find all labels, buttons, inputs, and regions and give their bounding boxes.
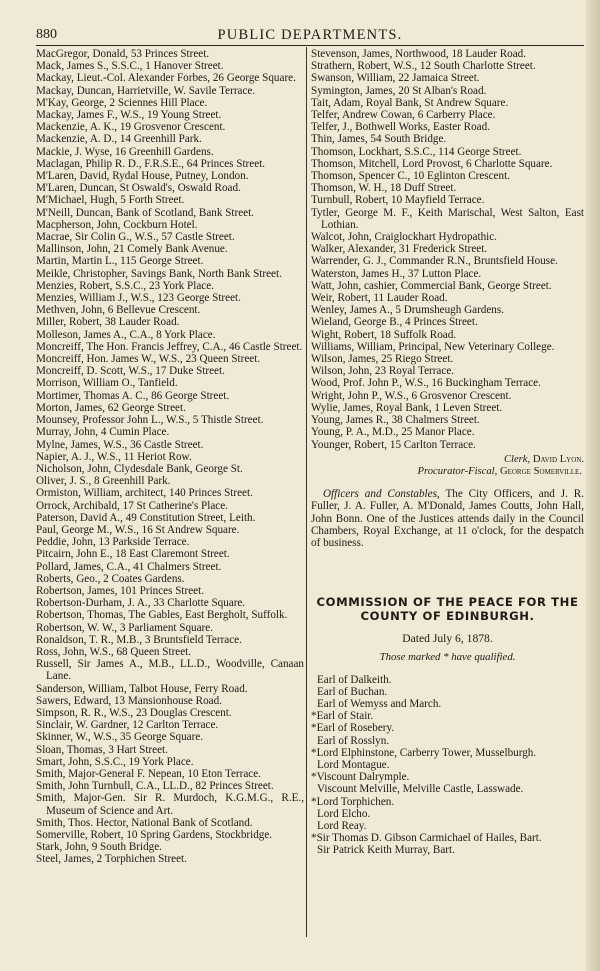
officers-heading: Officers and Constables,: [323, 488, 440, 501]
officers-paragraph: [311, 488, 584, 549]
running-title: PUBLIC DEPARTMENTS.: [217, 27, 403, 43]
commission-member: Earl of Dalkeith.: [317, 673, 392, 686]
directory-entry: Moncreiff, Hon. James W., W.S., 23 Queen Street.: [36, 353, 261, 366]
directory-entry: Wenley, James A., 5 Drumsheugh Gardens.: [311, 304, 504, 317]
directory-entry: Tait, Adam, Royal Bank, St Andrew Square.: [311, 96, 509, 109]
directory-entry: Robertson-Durham, J. A., 33 Charlotte Square.: [36, 597, 246, 610]
directory-entry: Waterston, James H., 37 Lutton Place.: [311, 267, 482, 280]
directory-entry: Walker, Alexander, 31 Frederick Street.: [311, 243, 488, 256]
directory-entry: Stevenson, James, Northwood, 18 Lauder Road.: [311, 48, 527, 60]
directory-entry: Moncreiff, The Hon. Francis Jeffrey, C.A., 46 Castle Street.: [36, 340, 303, 353]
fiscal-signature: [311, 466, 584, 478]
directory-entry: Thomson, Mitchell, Lord Provost, 6 Charlotte Square.: [311, 157, 553, 170]
directory-entry: Menzies, William J., W.S., 123 George Street.: [36, 292, 241, 305]
directory-entry: Younger, Robert, 15 Carlton Terrace.: [311, 438, 476, 451]
directory-entry: Mackay, James F., W.S., 19 Young Street.: [36, 109, 222, 122]
directory-entry: Roberts, Geo., 2 Coates Gardens.: [36, 572, 185, 585]
commission-member: Earl of Rosslyn.: [317, 734, 390, 747]
commission-member: Earl of Buchan.: [317, 685, 388, 698]
directory-entry: Napier, A. J., W.S., 11 Heriot Row.: [36, 450, 192, 463]
directory-entry: Smith, Major-Gen. Sir R. Murdoch, K.G.M.G., R.E., Museum of Science and Art.: [36, 792, 304, 817]
clerk-signature: [311, 454, 584, 466]
fiscal-role: Procurator-Fiscal,: [417, 465, 498, 477]
commission-member: Viscount Melville, Melville Castle, Lasswade.: [317, 783, 524, 796]
directory-entry: Wieland, George B., 4 Princes Street.: [311, 316, 478, 329]
commission-member: Lord Montague.: [317, 758, 390, 771]
directory-entry: Wight, Robert, 18 Suffolk Road.: [311, 328, 457, 341]
directory-entry: Williams, William, Principal, New Veterinary College.: [311, 340, 555, 353]
directory-entry: Swanson, William, 22 Jamaica Street.: [311, 72, 480, 85]
commission-title: [311, 596, 584, 623]
directory-entry: Robertson, Thomas, The Gables, East Bergholt, Suffolk.: [36, 609, 288, 622]
directory-entry: Maclagan, Philip R. D., F.R.S.E., 64 Princes Street.: [36, 157, 266, 170]
qualified-note: Those marked * have qualified.: [379, 651, 516, 664]
page-header: [36, 27, 584, 45]
directory-entry: Watt, John, cashier, Commercial Bank, George Street.: [311, 279, 552, 292]
directory-entry: Symington, James, 20 St Alban's Road.: [311, 84, 487, 97]
directory-entry: Russell, Sir James A., M.B., LL.D., Woodville, Canaan Lane.: [36, 658, 304, 683]
directory-entry: Orrock, Archibald, 17 St Catherine's Place.: [36, 499, 228, 512]
directory-entry: Telfer, J., Bothwell Works, Easter Road.: [311, 121, 490, 134]
directory-entry: Simpson, R. R., W.S., 23 Douglas Crescent.: [36, 706, 232, 719]
commission-member: *Lord Elphinstone, Carberry Tower, Musselburgh.: [311, 746, 537, 759]
commission-member: Earl of Wemyss and March.: [317, 697, 442, 710]
directory-entry: Wylie, James, Royal Bank, 1 Leven Street.: [311, 401, 503, 414]
directory-entry: Walcot, John, Craiglockhart Hydropathic.: [311, 231, 497, 244]
clerk-role: Clerk,: [503, 453, 531, 465]
commission-member: Lord Reay.: [317, 819, 367, 832]
directory-entry: Pollard, James, C.A., 41 Chalmers Street.: [36, 560, 222, 573]
directory-entry: Sawers, Edward, 13 Mansionhouse Road.: [36, 694, 222, 707]
directory-entry: Smith, John Turnbull, C.A., LL.D., 82 Princes Street.: [36, 780, 274, 793]
directory-entry: Wilson, John, 23 Royal Terrace.: [311, 365, 455, 378]
directory-entry: Young, James R., 38 Chalmers Street.: [311, 414, 480, 427]
directory-entry: Ormiston, William, architect, 140 Princes Street.: [36, 487, 253, 500]
column-divider: [306, 47, 307, 937]
commission-dated: Dated July 6, 1878.: [402, 632, 493, 646]
directory-entry: Murray, John, 4 Cumin Place.: [36, 426, 170, 439]
directory-entry: M'Michael, Hugh, 5 Forth Street.: [36, 194, 185, 207]
directory-entry: Smith, Major-General F. Nepean, 10 Eton Terrace.: [36, 767, 261, 780]
directory-entry: Sinclair, W. Gardner, 12 Carlton Terrace.: [36, 719, 219, 732]
directory-entry: Mallinson, John, 21 Comely Bank Avenue.: [36, 243, 228, 256]
directory-entry: Macrae, Sir Colin G., W.S., 57 Castle Street.: [36, 231, 235, 244]
directory-entry: M'Neill, Duncan, Bank of Scotland, Bank Street.: [36, 206, 254, 219]
commission-member: *Sir Thomas D. Gibson Carmichael of Hailes, Bart.: [311, 832, 542, 845]
directory-entry: Weir, Robert, 11 Lauder Road.: [311, 292, 448, 305]
directory-entry: Thin, James, 54 South Bridge.: [311, 133, 447, 146]
directory-entry: Smart, John, S.S.C., 19 York Place.: [36, 755, 194, 768]
directory-entry: Thomson, W. H., 18 Duff Street.: [311, 182, 457, 195]
directory-entry: Nicholson, John, Clydesdale Bank, George St.: [36, 462, 243, 475]
directory-entry: M'Laren, David, Rydal House, Putney, London.: [36, 170, 249, 183]
directory-entry: Smith, Thos. Hector, National Bank of Scotland.: [36, 816, 253, 829]
directory-entry: M'Laren, Duncan, St Oswald's, Oswald Road.: [36, 182, 241, 195]
directory-entry: Strathern, Robert, W.S., 12 South Charlotte Street.: [311, 60, 536, 73]
directory-entry: Sloan, Thomas, 3 Hart Street.: [36, 743, 168, 756]
directory-entry: Mackay, Duncan, Harrietville, W. Savile Terrace.: [36, 84, 256, 97]
directory-entry: Warrender, G. J., Commander R.N., Bruntsfield House.: [311, 255, 558, 268]
directory-entry: Oliver, J. S., 8 Greenhill Park.: [36, 475, 171, 488]
directory-entry: Paterson, David A., 49 Constitution Street, Leith.: [36, 511, 256, 524]
directory-entry: Wright, John P., W.S., 6 Grosvenor Crescent.: [311, 389, 512, 402]
right-entries-list: [311, 48, 584, 451]
directory-entry: Mackie, J. Wyse, 16 Greenhill Gardens.: [36, 145, 214, 158]
commission-member: *Lord Torphichen.: [311, 795, 395, 808]
directory-entry: Robertson, James, 101 Princes Street.: [36, 584, 205, 597]
directory-entry: Tytler, George M. F., Keith Marischal, West Salton, East Lothian.: [311, 206, 584, 231]
directory-entry: Mackenzie, A. D., 14 Greenhill Park.: [36, 133, 202, 146]
directory-entry: Mylne, James, W.S., 36 Castle Street.: [36, 438, 204, 451]
officers-text: The City Officers, and J. R. Fuller, J. A. Fuller, A. M'Donald, James Coutts, John Hall, John Bonn. One of the Justices attends daily in the Council Chambers, Royal Exchange, at 11 o'clock, for the despatch of business.: [311, 488, 584, 549]
directory-entry: Menzies, Robert, S.S.C., 23 York Place.: [36, 279, 214, 292]
right-column: [311, 48, 584, 857]
directory-entry: Telfer, Andrew Cowan, 6 Carberry Place.: [311, 109, 496, 122]
directory-entry: Ronaldson, T. R., M.B., 3 Bruntsfield Terrace.: [36, 633, 242, 646]
directory-entry: MacGregor, Donald, 53 Princes Street.: [36, 48, 210, 60]
page-spine-edge: [586, 0, 600, 971]
directory-entry: Somerville, Robert, 10 Spring Gardens, Stockbridge.: [36, 829, 273, 841]
directory-entry: Paul, George M., W.S., 16 St Andrew Square.: [36, 523, 240, 536]
commission-title-line1: COMMISSION OF THE PEACE FOR THE: [316, 595, 579, 610]
commission-title-line2: COUNTY OF EDINBURGH.: [360, 608, 535, 623]
directory-entry: Skinner, W., W.S., 35 George Square.: [36, 731, 204, 744]
directory-entry: Mortimer, Thomas A. C., 86 George Street.: [36, 389, 230, 402]
commission-member: *Earl of Stair.: [311, 710, 374, 723]
left-column: [36, 48, 304, 866]
directory-entry: Meikle, Christopher, Savings Bank, North Bank Street.: [36, 267, 282, 280]
directory-entry: Peddie, John, 13 Parkside Terrace.: [36, 536, 190, 549]
directory-entry: Mackenzie, A. K., 19 Grosvenor Crescent.: [36, 121, 226, 134]
directory-entry: Stark, John, 9 South Bridge.: [36, 841, 162, 854]
directory-entry: Molleson, James A., C.A., 8 York Place.: [36, 328, 216, 341]
directory-entry: M'Kay, George, 2 Sciennes Hill Place.: [36, 96, 208, 109]
directory-entry: Thomson, Lockhart, S.S.C., 114 George Street.: [311, 145, 522, 158]
directory-entry: Thomson, Spencer C., 10 Eglinton Crescent.: [311, 170, 510, 183]
directory-entry: Macpherson, John, Cockburn Hotel.: [36, 218, 198, 231]
directory-entry: Methven, John, 6 Bellevue Crescent.: [36, 304, 201, 317]
directory-entry: Miller, Robert, 38 Lauder Road.: [36, 316, 180, 329]
directory-entry: Morton, James, 62 George Street.: [36, 401, 186, 414]
directory-entry: Ross, John, W.S., 68 Queen Street.: [36, 645, 192, 658]
directory-entry: Steel, James, 2 Torphichen Street.: [36, 853, 187, 866]
commission-members-list: [311, 674, 584, 857]
directory-entry: Martin, Martin L., 115 George Street.: [36, 255, 204, 268]
directory-entry: Morrison, William O., Tanfield.: [36, 377, 178, 390]
page-number: 880: [36, 27, 57, 42]
directory-entry: Sanderson, William, Talbot House, Ferry Road.: [36, 682, 248, 695]
commission-member: Sir Patrick Keith Murray, Bart.: [317, 844, 455, 857]
clerk-name: David Lyon.: [532, 453, 584, 465]
commission-member: *Viscount Dalrymple.: [311, 771, 410, 784]
directory-entry: Wilson, James, 25 Riego Street.: [311, 353, 454, 366]
commission-member: Lord Elcho.: [317, 807, 371, 820]
header-rule: [36, 45, 584, 46]
directory-entry: Pitcairn, John E., 18 East Claremont Street.: [36, 548, 230, 561]
directory-entry: Mack, James S., S.S.C., 1 Hanover Street.: [36, 60, 224, 73]
directory-entry: Robertson, W. W., 3 Parliament Square.: [36, 621, 213, 634]
directory-entry: Turnbull, Robert, 10 Mayfield Terrace.: [311, 194, 485, 207]
directory-entry: Wood, Prof. John P., W.S., 16 Buckingham Terrace.: [311, 377, 541, 390]
fiscal-name: George Somerville.: [499, 465, 582, 477]
directory-entry: Young, P. A., M.D., 25 Manor Place.: [311, 426, 475, 439]
directory-entry: Mounsey, Professor John L., W.S., 5 Thistle Street.: [36, 414, 264, 427]
commission-member: *Earl of Rosebery.: [311, 722, 395, 735]
directory-entry: Mackay, Lieut.-Col. Alexander Forbes, 26 George Square.: [36, 72, 296, 85]
directory-entry: Moncreiff, D. Scott, W.S., 17 Duke Street.: [36, 365, 225, 378]
